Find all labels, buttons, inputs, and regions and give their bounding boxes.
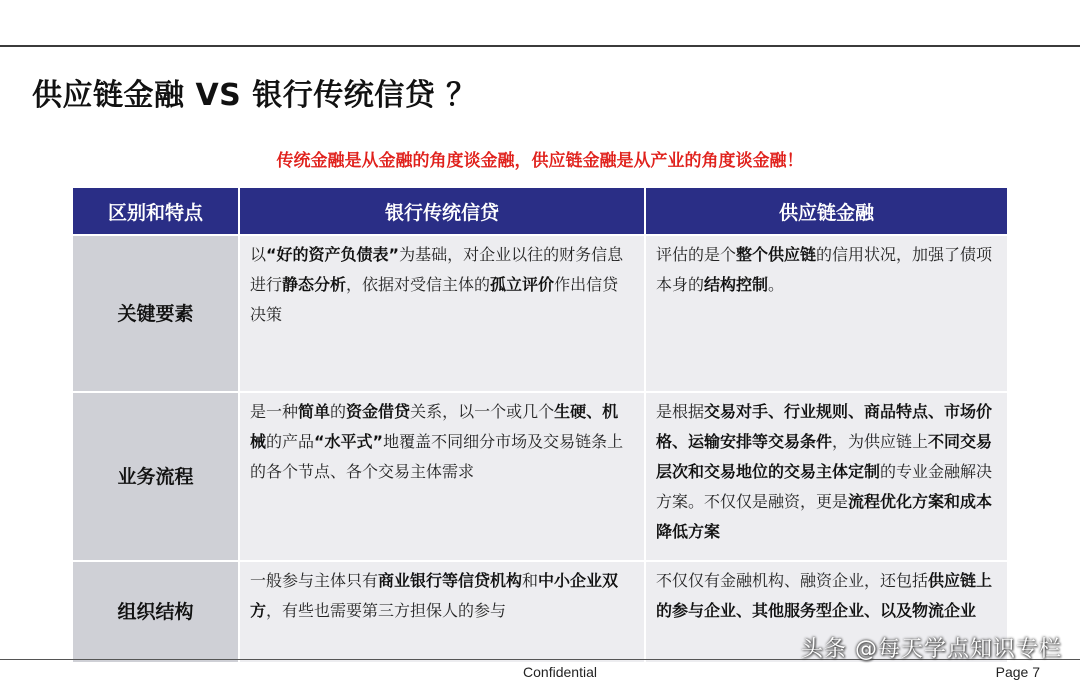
emphasis-text: 生硬、机械 — [250, 402, 619, 451]
cell-text: 的产品 — [266, 432, 315, 451]
top-divider — [0, 45, 1080, 47]
cell-text: ，依据对受信主体的 — [346, 275, 491, 294]
row-label: 业务流程 — [73, 392, 239, 561]
supply-chain-cell — [645, 235, 1007, 392]
row-label: 关键要素 — [73, 235, 239, 392]
cell-text: 关系，以一个或几个 — [410, 402, 555, 421]
emphasis-text: 交易对手、行业规则、商品特点、市场价格、运输安排等交易条件 — [656, 402, 993, 451]
header-bank-credit: 银行传统信贷 — [239, 188, 645, 235]
emphasis-text: 不同交易层次和交易地位的交易主体定制 — [656, 432, 993, 481]
emphasis-text: 孤立评价 — [490, 275, 555, 294]
page-title: 供应链金融 VS 银行传统信贷 ？ — [32, 78, 477, 113]
cell-text: 的专业金融解决方案。不仅仅是融资，更是 — [656, 462, 993, 511]
cell-text: 不仅仅有金融机构、融资企业，还包括 — [656, 571, 929, 590]
cell-text: 一般参与主体只有 — [250, 571, 379, 590]
cell-text: 地覆盖不同细分市场及交易链条上的各个节点、各个交易主体需求 — [250, 432, 624, 481]
bank-credit-cell — [239, 235, 645, 392]
cell-text: 以 — [250, 245, 267, 264]
cell-text: ，有些也需要第三方担保人的参与 — [266, 601, 507, 620]
watermark: 头条 @每天学点知识专栏 — [801, 637, 1062, 662]
emphasis-text: “好的资产负债表” — [266, 245, 400, 264]
cell-text: 作出信贷决策 — [250, 275, 619, 324]
table-row — [73, 392, 1007, 561]
cell-text: 和 — [522, 571, 539, 590]
bank-credit-cell — [239, 392, 645, 561]
cell-text: 的 — [330, 402, 347, 421]
cell-text: 的信用状况，加强了债项本身的 — [656, 245, 993, 294]
emphasis-text: 资金借贷 — [346, 402, 411, 421]
bank-credit-cell — [239, 561, 645, 663]
emphasis-text: 供应链上的参与企业、其他服务型企业、以及物流企业 — [656, 571, 993, 620]
comparison-table — [73, 188, 1007, 664]
emphasis-text: 整个供应链 — [736, 245, 817, 264]
confidential-label: Confidential — [523, 664, 597, 680]
emphasis-text: 中小企业双方 — [250, 571, 619, 620]
header-supply-chain-finance: 供应链金融 — [645, 188, 1007, 235]
header-features: 区别和特点 — [73, 188, 239, 235]
emphasis-text: 结构控制 — [704, 275, 769, 294]
table-row — [73, 235, 1007, 392]
page-number: Page 7 — [995, 664, 1040, 680]
supply-chain-cell — [645, 392, 1007, 561]
emphasis-text: 流程优化方案和成本降低方案 — [656, 492, 993, 541]
cell-text: 为基础，对企业以往的财务信息进行 — [250, 245, 624, 294]
table-header-row — [73, 188, 1007, 235]
emphasis-text: 简单 — [298, 402, 331, 421]
cell-text: 。 — [768, 275, 785, 294]
emphasis-text: 商业银行等信贷机构 — [378, 571, 523, 590]
row-label: 组织结构 — [73, 561, 239, 663]
cell-text: 评估的是个 — [656, 245, 737, 264]
cell-text: ，为供应链上 — [832, 432, 929, 451]
cell-text: 是一种 — [250, 402, 299, 421]
subtitle-tagline: 传统金融是从金融的角度谈金融，供应链金融是从产业的角度谈金融！ — [276, 151, 804, 171]
emphasis-text: 静态分析 — [282, 275, 347, 294]
emphasis-text: “水平式” — [314, 432, 384, 451]
cell-text: 是根据 — [656, 402, 705, 421]
